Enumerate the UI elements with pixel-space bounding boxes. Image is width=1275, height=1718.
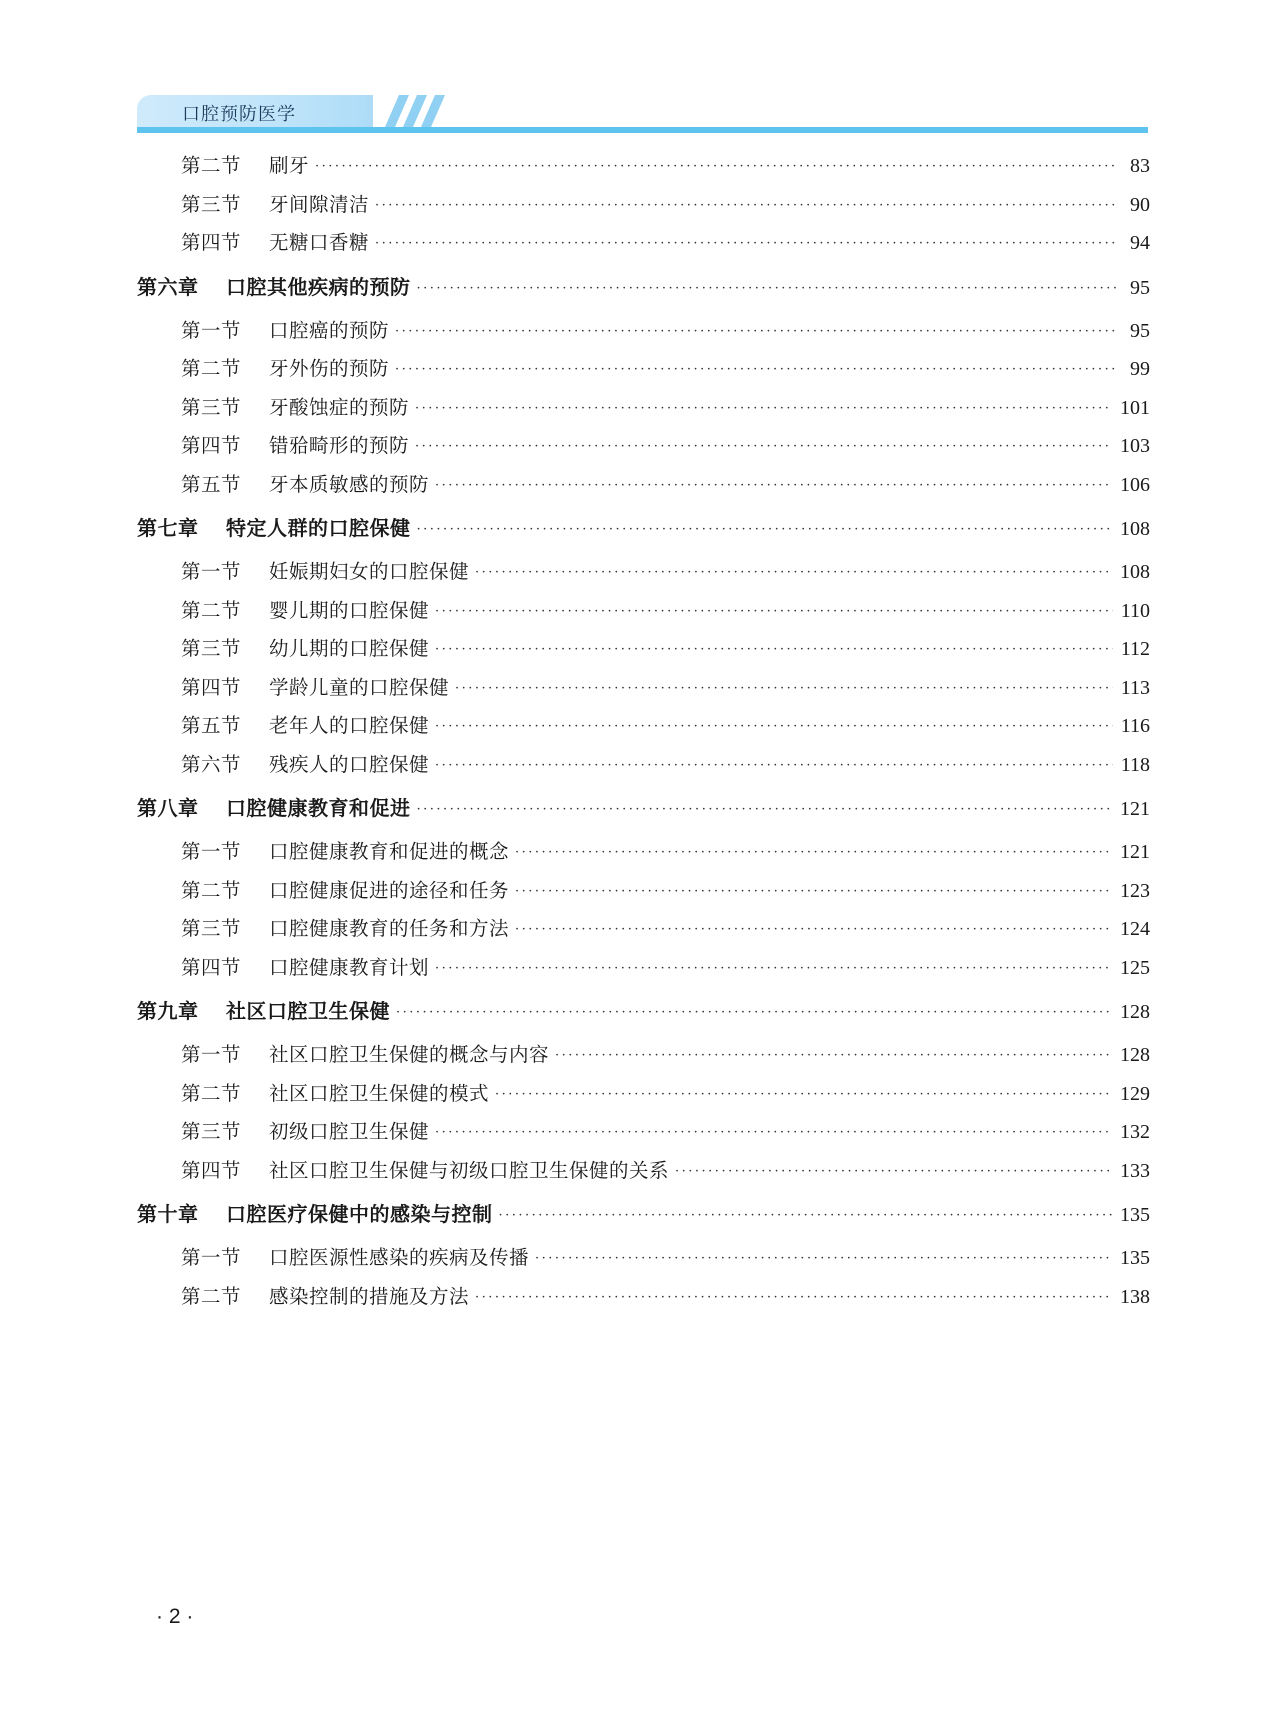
page-reference: 125	[1120, 956, 1150, 979]
section-title: 老年人的口腔保健	[269, 714, 430, 737]
section-title: 幼儿期的口腔保健	[269, 637, 430, 660]
section-title: 社区口腔卫生保健的模式	[269, 1081, 490, 1105]
page-reference: 108	[1120, 518, 1150, 540]
dot-leader	[495, 1087, 1112, 1102]
page-reference: 116	[1120, 715, 1150, 737]
toc-section-entry	[137, 672, 1150, 711]
toc-section-entry	[137, 749, 1150, 788]
page-number: · 2 ·	[156, 1605, 194, 1628]
section-number: 第四节	[181, 955, 242, 979]
section-number: 第三节	[181, 917, 242, 940]
dot-leader	[435, 961, 1112, 976]
dot-leader	[415, 401, 1112, 416]
chapter-title: 口腔医疗保健中的感染与控制	[226, 1202, 493, 1226]
section-title: 刷牙	[269, 154, 310, 177]
toc-chapter-entry	[137, 512, 1150, 556]
dot-leader	[417, 522, 1113, 537]
section-title: 口腔健康教育的任务和方法	[269, 917, 510, 940]
chapter-number: 第六章	[137, 274, 199, 299]
dot-leader	[375, 236, 1118, 251]
toc-section-entry	[137, 353, 1150, 392]
dot-leader	[675, 1164, 1112, 1179]
section-title: 错𬌗畸形的预防	[269, 434, 410, 457]
dot-leader	[475, 1290, 1112, 1305]
section-title: 无糖口香糖	[269, 231, 370, 254]
dot-leader	[535, 1251, 1112, 1266]
page-reference: 124	[1120, 918, 1150, 940]
book-title: 口腔预防医学	[182, 104, 296, 125]
section-number: 第四节	[181, 1158, 242, 1182]
dot-leader	[417, 802, 1113, 817]
section-number: 第三节	[181, 192, 242, 216]
toc-chapter-entry	[137, 1198, 1150, 1242]
section-number: 第二节	[181, 1081, 242, 1105]
page-reference: 129	[1120, 1082, 1150, 1105]
toc-section-entry	[137, 836, 1150, 875]
page-reference: 110	[1120, 599, 1150, 622]
header-stripes-decoration	[365, 95, 485, 127]
section-title: 学龄儿童的口腔保健	[269, 675, 450, 699]
section-title: 牙酸蚀症的预防	[269, 395, 410, 419]
page-reference: 135	[1120, 1247, 1150, 1269]
page-reference: 101	[1120, 396, 1150, 419]
chapter-title: 特定人群的口腔保健	[226, 516, 411, 540]
page-reference: 83	[1130, 155, 1150, 177]
toc-section-entry	[137, 875, 1150, 914]
toc-section-entry	[137, 392, 1150, 431]
page-reference: 95	[1130, 276, 1150, 299]
toc-section-entry	[137, 913, 1150, 952]
toc-section-entry	[137, 189, 1150, 228]
toc-section-entry	[137, 710, 1150, 749]
toc-section-entry	[137, 1078, 1150, 1117]
dot-leader	[417, 281, 1119, 296]
section-title: 牙本质敏感的预防	[269, 472, 430, 496]
section-number: 第四节	[181, 434, 242, 457]
section-number: 第二节	[181, 878, 242, 902]
page-reference: 121	[1120, 798, 1150, 820]
dot-leader	[515, 845, 1112, 860]
section-title: 残疾人的口腔保健	[269, 752, 430, 776]
section-number: 第三节	[181, 1120, 242, 1143]
section-number: 第三节	[181, 637, 242, 660]
section-number: 第四节	[181, 231, 242, 254]
toc-section-entry	[137, 633, 1150, 672]
section-number: 第一节	[181, 840, 242, 863]
page-reference: 118	[1120, 753, 1150, 776]
dot-leader	[515, 922, 1112, 937]
page-reference: 106	[1120, 473, 1150, 496]
toc-section-entry	[137, 1116, 1150, 1155]
chapter-number: 第十章	[137, 1202, 199, 1226]
section-title: 社区口腔卫生保健与初级口腔卫生保健的关系	[269, 1158, 670, 1182]
toc-section-entry	[137, 469, 1150, 508]
section-title: 口腔健康教育计划	[269, 955, 430, 979]
section-title: 口腔癌的预防	[269, 318, 390, 342]
section-number: 第五节	[181, 472, 242, 496]
toc-section-entry	[137, 430, 1150, 469]
dot-leader	[515, 884, 1112, 899]
toc-section-entry	[137, 1242, 1150, 1281]
running-header	[137, 91, 1148, 134]
section-title: 口腔健康促进的途径和任务	[269, 878, 510, 902]
chapter-number: 第八章	[137, 796, 199, 820]
chapter-title: 社区口腔卫生保健	[226, 999, 390, 1023]
page-reference: 123	[1120, 879, 1150, 902]
page-reference: 135	[1120, 1204, 1150, 1226]
dot-leader	[435, 478, 1112, 493]
chapter-number: 第九章	[137, 999, 199, 1023]
section-title: 感染控制的措施及方法	[269, 1284, 470, 1308]
page-reference: 121	[1120, 841, 1150, 863]
section-title: 社区口腔卫生保健的概念与内容	[269, 1043, 550, 1066]
toc-section-entry	[137, 1155, 1150, 1194]
section-number: 第二节	[181, 357, 242, 380]
section-number: 第二节	[181, 598, 242, 622]
chapter-title: 口腔健康教育和促进	[226, 796, 411, 820]
section-number: 第二节	[181, 154, 242, 177]
toc-chapter-entry	[137, 995, 1150, 1039]
toc-section-entry	[137, 1281, 1150, 1320]
dot-leader	[435, 1125, 1112, 1140]
page-reference: 99	[1130, 358, 1150, 380]
page-reference: 113	[1120, 676, 1150, 699]
section-number: 第一节	[181, 1246, 242, 1269]
page-reference: 112	[1120, 638, 1150, 660]
section-number: 第一节	[181, 318, 242, 342]
page-reference: 103	[1120, 435, 1150, 457]
page-reference: 95	[1130, 319, 1150, 342]
section-number: 第六节	[181, 752, 242, 776]
dot-leader	[315, 159, 1118, 174]
dot-leader	[395, 362, 1118, 377]
section-title: 口腔健康教育和促进的概念	[269, 840, 510, 863]
section-number: 第二节	[181, 1284, 242, 1308]
page-reference: 128	[1120, 1001, 1150, 1023]
section-number: 第三节	[181, 395, 242, 419]
chapter-title: 口腔其他疾病的预防	[226, 274, 411, 299]
section-number: 第四节	[181, 675, 242, 699]
section-title: 婴儿期的口腔保健	[269, 598, 430, 622]
page-reference: 108	[1120, 561, 1150, 583]
dot-leader	[475, 565, 1112, 580]
page-reference: 94	[1130, 232, 1150, 254]
toc-section-entry	[137, 315, 1150, 354]
chapter-number: 第七章	[137, 516, 199, 540]
page-reference: 132	[1120, 1121, 1150, 1143]
toc-section-entry	[137, 1039, 1150, 1078]
header-rule	[137, 127, 1148, 133]
dot-leader	[395, 324, 1118, 339]
dot-leader	[435, 642, 1113, 657]
section-title: 牙外伤的预防	[269, 357, 390, 380]
dot-leader	[435, 604, 1113, 619]
dot-leader	[435, 719, 1113, 734]
dot-leader	[396, 1005, 1112, 1020]
toc-section-entry	[137, 556, 1150, 595]
page-reference: 128	[1120, 1044, 1150, 1066]
dot-leader	[455, 681, 1113, 696]
dot-leader	[555, 1048, 1112, 1063]
page-reference: 133	[1120, 1159, 1150, 1182]
toc-section-entry	[137, 595, 1150, 634]
toc-section-entry	[137, 227, 1150, 266]
toc-section-entry	[137, 952, 1150, 991]
dot-leader	[415, 439, 1112, 454]
page-reference: 138	[1120, 1285, 1150, 1308]
section-title: 牙间隙清洁	[269, 192, 370, 216]
page-reference: 90	[1130, 193, 1150, 216]
section-number: 第一节	[181, 1043, 242, 1066]
section-number: 第一节	[181, 560, 242, 583]
section-title: 初级口腔卫生保健	[269, 1120, 430, 1143]
toc-chapter-entry	[137, 792, 1150, 836]
toc-chapter-entry	[137, 271, 1150, 315]
section-number: 第五节	[181, 714, 242, 737]
dot-leader	[375, 198, 1118, 213]
dot-leader	[435, 758, 1113, 773]
table-of-contents	[137, 150, 1150, 1319]
section-title: 妊娠期妇女的口腔保健	[269, 560, 470, 583]
dot-leader	[499, 1208, 1113, 1223]
toc-section-entry	[137, 150, 1150, 189]
section-title: 口腔医源性感染的疾病及传播	[269, 1246, 530, 1269]
